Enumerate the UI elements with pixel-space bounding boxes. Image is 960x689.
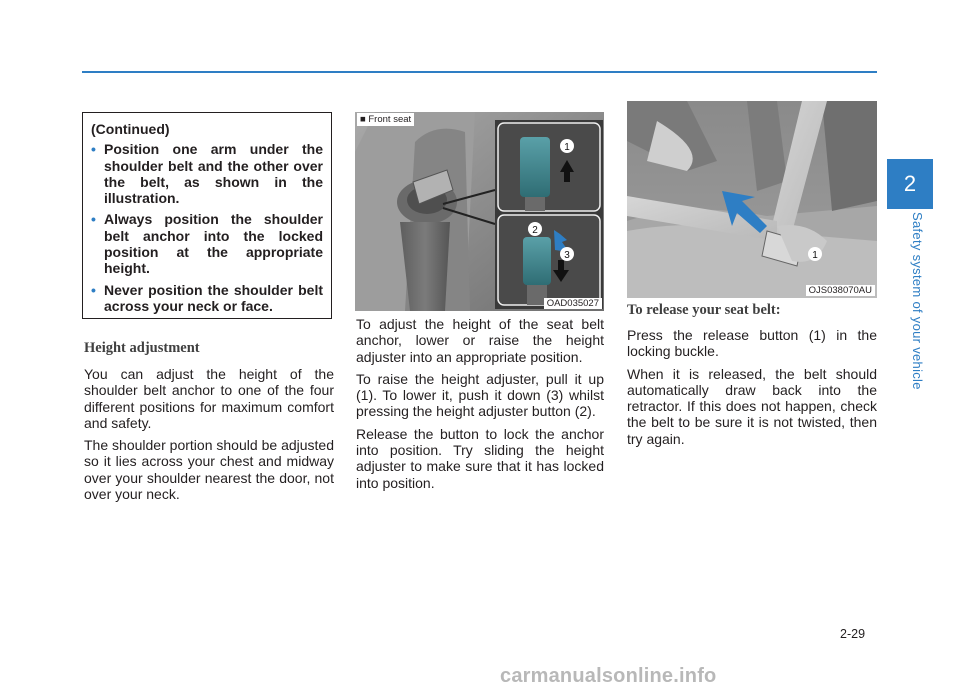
warning-bullet: • Always position the shoulder belt anchor into the locked position at the appropriate height. <box>91 211 323 277</box>
warning-list <box>91 141 323 314</box>
watermark: carmanualsonline.info <box>500 665 717 687</box>
figure-label: ■ Front seat <box>357 113 414 126</box>
paragraph: When it is released, the belt should automatically draw back into the retractor. If this does not happen, check the belt to be sure it is not twisted, then try again. <box>627 365 877 447</box>
chapter-tab: 2 <box>887 159 933 209</box>
figure-code: OAD035027 <box>544 298 602 309</box>
bullet-icon: • <box>91 281 96 298</box>
paragraph: Release the button to lock the anchor into position. Try sliding the height adjuster to make sure that it has locked into position. <box>356 425 604 491</box>
height-adjustment-heading: Height adjustment <box>84 340 200 356</box>
release-heading: To release your seat belt: <box>627 302 781 318</box>
callout-2: 2 <box>532 225 538 236</box>
buckle-release-illustration <box>627 101 877 298</box>
paragraph: To raise the height adjuster, pull it up (1). To lower it, push it down (3) whilst pressing the height adjuster button (2). <box>356 370 604 420</box>
paragraph: Press the release button (1) in the locking buckle. <box>627 327 877 360</box>
page-number: 2-29 <box>840 627 866 641</box>
warning-bullet: • Position one arm under the shoulder belt and the other over the belt, as shown in the illustration. <box>91 141 323 207</box>
height-adjustment-section <box>84 340 334 508</box>
adjuster-instructions <box>356 316 604 497</box>
warning-bullet: • Never position the shoulder belt across your neck or face. <box>91 281 323 314</box>
paragraph: The shoulder portion should be adjusted so it lies across your chest and midway over your shoulder nearest the door, not over your neck. <box>84 437 334 503</box>
height-adjuster-illustration <box>355 112 604 311</box>
warning-continued: (Continued) <box>91 121 170 137</box>
side-section-title: Safety system of your vehicle <box>910 212 925 390</box>
release-section <box>627 302 877 453</box>
callout-1: 1 <box>812 250 818 261</box>
bullet-icon: • <box>91 141 96 158</box>
callout-3: 3 <box>564 250 570 261</box>
callout-1: 1 <box>564 142 570 153</box>
warning-box <box>82 112 332 319</box>
paragraph: To adjust the height of the seat belt anchor, lower or raise the height adjuster into an appropriate position. <box>356 316 604 365</box>
figure-code: OJS038070AU <box>806 285 875 296</box>
header-rule <box>82 71 877 73</box>
buckle-release-figure <box>627 101 877 298</box>
paragraph: You can adjust the height of the shoulder belt anchor to one of the four different positions for maximum comfort and safety. <box>84 366 334 431</box>
height-adjuster-figure <box>355 112 604 311</box>
bullet-icon: • <box>91 211 96 228</box>
